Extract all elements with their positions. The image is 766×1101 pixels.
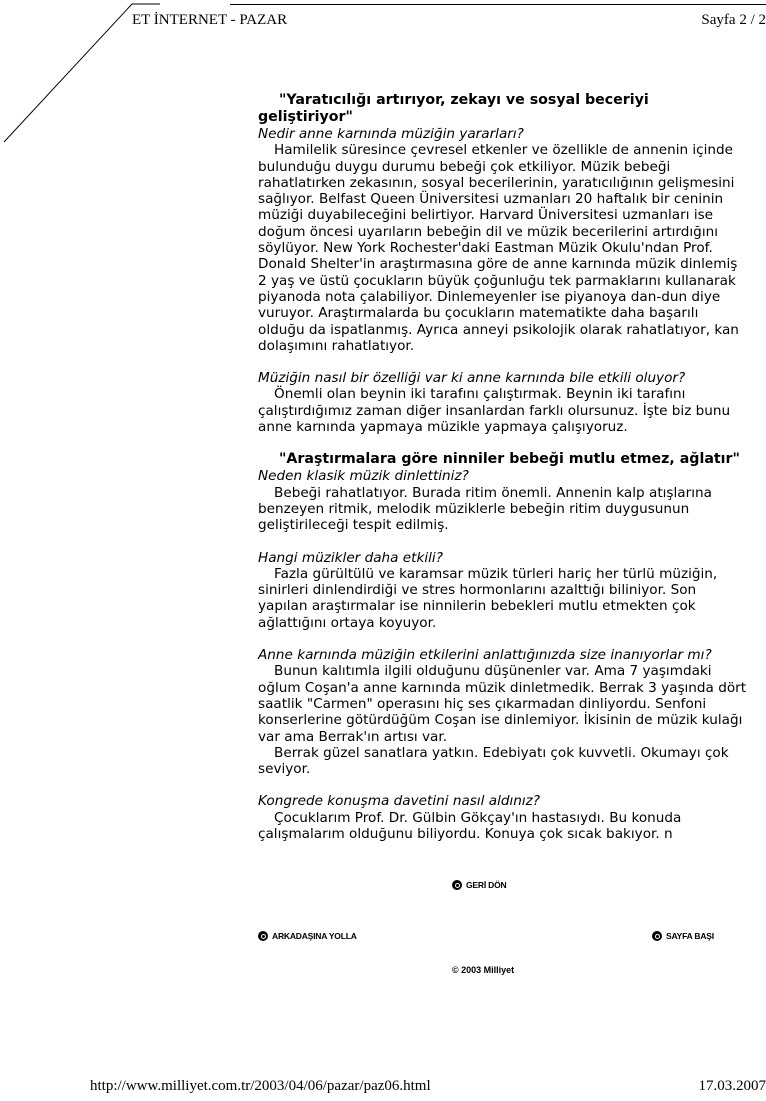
answer: Bunun kalıtımla ilgili olduğunu düşünenler var. Ama 7 yaşımdaki oğlum Coşan'a anne karnında müzik dinletmedik. Berrak 3 yaşında dört saatlik "Carmen" operasını hiç ses çıkarmadan dinliyordu. Senfoni konserlerine götürdüğüm Coşan ise dinlemiyor. İkisinin de müzik kulağı var ama Berrak'ın artısı var. (258, 663, 747, 745)
print-date: 17.03.2007 (698, 1078, 766, 1094)
section-heading: "Yaratıcılığı artırıyor, zekayı ve sosyal beceriyi geliştiriyor" (258, 92, 649, 125)
question: Müziğin nasıl bir özelliği var ki anne karnında bile etkili oluyor? (258, 370, 686, 387)
question: Neden klasik müzik dinlettiniz? (258, 468, 469, 485)
send-to-friend-label: ARKADAŞINA YOLLA (272, 931, 357, 941)
answer: Çocuklarım Prof. Dr. Gülbin Gökçay'ın hastasıydı. Bu konuda çalışmalarım olduğunu biliyordu. Konuya çok sıcak bakıyor. n (258, 809, 682, 842)
mail-icon (258, 931, 268, 941)
page-url: http://www.milliyet.com.tr/2003/04/06/pazar/paz06.html (90, 1078, 431, 1094)
circle-arrow-up-icon (652, 931, 662, 941)
send-to-friend-link[interactable] (258, 931, 357, 941)
header-rule (230, 4, 766, 5)
article-body (258, 92, 748, 842)
question: Anne karnında müziğin etkilerini anlattığınızda size inanıyorlar mı? (258, 647, 712, 664)
question: Nedir anne karnında müziğin yararları? (258, 126, 524, 142)
section-heading: "Araştırmalara göre ninniler bebeği mutlu etmez, ağlatır" (279, 451, 740, 468)
answer: Hamilelik süresince çevresel etkenler ve özellikle de annenin içinde bulunduğu duygu durumu bebeği çok etkiliyor. Müzik bebeği rahatlatırken zekasının, sosyal becerilerinin, yaratıcılığının gelişmesini sağlıyor. Belfast Queen Üniversitesi uzmanları 20 haftalık bir ceninin müziği duyabileceğini belirtiyor. Harvard Üniversitesi uzmanları ise doğum öncesi uyarıların bebeğin dil ve müzik becerilerini artırdığını söylüyor. New York Rochester'daki Eastman Müzik Okulu'ndan Prof. Donald Shelter'in araştırmasına göre de anne karnında müzik dinlemiş 2 yaş ve üstü çocukların büyük çoğunluğu tek parmaklarını kullanarak piyanoda nota çalabiliyor. Dinlemeyenler ise piyanoya dan-dun diye vuruyor. Araştırmalarda bu çocukların matematikte daha başarılı olduğu da ispatlanmış. Ayrıca anneyi psikolojik olarak rahatlatıyor, kan dolaşımını rahatlatıyor. (258, 142, 739, 354)
answer: Fazla gürültülü ve karamsar müzik türleri hariç her türlü müziğin, sinirleri dinlendirdiği ve stres hormonlarını azalttığı biliniyor. Son yapılan araştırmalar ise ninnilerin bebekleri mutlu etmekten çok ağlattığını ortaya koyuyor. (258, 565, 718, 631)
print-header-title: ET İNTERNET - PAZAR (132, 12, 288, 28)
page-top-label: SAYFA BAŞI (666, 931, 714, 941)
answer: Önemli olan beynin iki tarafını çalıştırmak. Beynin iki tarafını çalıştırdığımız zaman diğer insanlardan farklı olursunuz. İşte biz bunu anne karnında yapmaya müzikle yapmaya çalışıyoruz. (258, 386, 731, 436)
back-link[interactable] (452, 880, 506, 890)
question: Kongrede konuşma davetini nasıl aldınız? (258, 793, 540, 810)
circle-arrow-icon (452, 880, 462, 890)
answer: Bebeği rahatlatıyor. Burada ritim önemli. Annenin kalp atışlarına benzeyen ritmik, melodik müziklerle bebeğin ritim duygusunun geliştirileceği tespit edilmiş. (258, 484, 712, 534)
page-number: Sayfa 2 / 2 (701, 12, 766, 28)
question: Hangi müzikler daha etkili? (258, 549, 443, 566)
page-top-link[interactable] (652, 931, 714, 941)
copyright: © 2003 Milliyet (452, 965, 515, 975)
answer: Berrak güzel sanatlara yatkın. Edebiyatı çok kuvvetli. Okumayı çok seviyor. (258, 744, 729, 778)
back-link-label: GERİ DÖN (466, 880, 507, 890)
